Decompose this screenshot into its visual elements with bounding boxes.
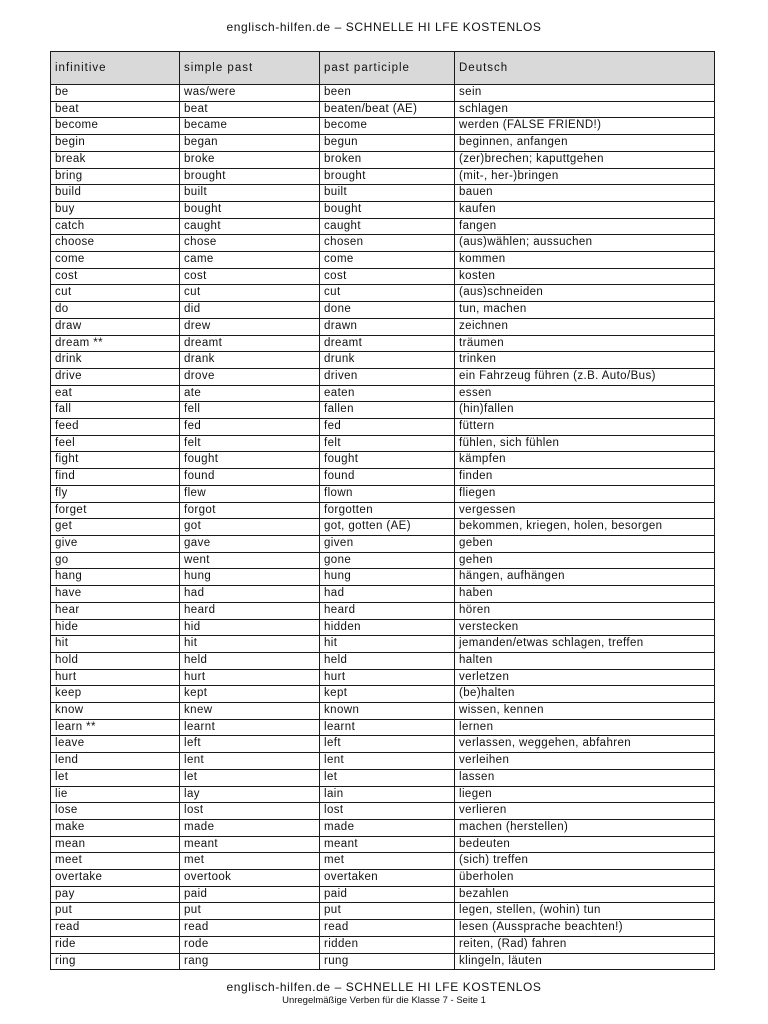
cell-infinitive: lose [51, 803, 180, 820]
cell-past-participle: lent [320, 753, 455, 770]
cell-infinitive: forget [51, 502, 180, 519]
cell-past-participle: lost [320, 803, 455, 820]
cell-infinitive: fall [51, 402, 180, 419]
cell-simple-past: hung [180, 569, 320, 586]
table-row [51, 201, 715, 218]
cell-past-participle: felt [320, 435, 455, 452]
cell-simple-past: rang [180, 953, 320, 970]
cell-deutsch: bauen [455, 185, 715, 202]
cell-deutsch: kosten [455, 268, 715, 285]
cell-infinitive: hang [51, 569, 180, 586]
cell-infinitive: bring [51, 168, 180, 185]
cell-simple-past: caught [180, 218, 320, 235]
table-row [51, 235, 715, 252]
table-row [51, 569, 715, 586]
cell-deutsch: fangen [455, 218, 715, 235]
table-row [51, 452, 715, 469]
cell-past-participle: become [320, 118, 455, 135]
cell-past-participle: built [320, 185, 455, 202]
cell-simple-past: began [180, 135, 320, 152]
table-row [51, 586, 715, 603]
cell-simple-past: bought [180, 201, 320, 218]
cell-infinitive: hide [51, 619, 180, 636]
cell-simple-past: hid [180, 619, 320, 636]
cell-past-participle: caught [320, 218, 455, 235]
table-row [51, 686, 715, 703]
cell-simple-past: had [180, 586, 320, 603]
cell-simple-past: hurt [180, 669, 320, 686]
cell-deutsch: beginnen, anfangen [455, 135, 715, 152]
cell-deutsch: fliegen [455, 485, 715, 502]
cell-deutsch: verleihen [455, 753, 715, 770]
cell-infinitive: beat [51, 101, 180, 118]
cell-infinitive: drive [51, 368, 180, 385]
cell-simple-past: hit [180, 636, 320, 653]
cell-simple-past: made [180, 819, 320, 836]
table-row [51, 352, 715, 369]
table-row [51, 870, 715, 887]
table-row [51, 302, 715, 319]
table-row [51, 335, 715, 352]
column-header-simple-past: simple past [180, 52, 320, 85]
cell-infinitive: go [51, 552, 180, 569]
column-header-infinitive: infinitive [51, 52, 180, 85]
cell-deutsch: (hin)fallen [455, 402, 715, 419]
cell-infinitive: hit [51, 636, 180, 653]
column-header-deutsch: Deutsch [455, 52, 715, 85]
cell-infinitive: become [51, 118, 180, 135]
cell-deutsch: lassen [455, 769, 715, 786]
cell-deutsch: (sich) treffen [455, 853, 715, 870]
cell-past-participle: drawn [320, 318, 455, 335]
cell-simple-past: cut [180, 285, 320, 302]
cell-deutsch: liegen [455, 786, 715, 803]
cell-past-participle: made [320, 819, 455, 836]
table-row [51, 836, 715, 853]
cell-past-participle: done [320, 302, 455, 319]
cell-deutsch: sein [455, 85, 715, 102]
cell-infinitive: fly [51, 485, 180, 502]
cell-simple-past: lay [180, 786, 320, 803]
cell-deutsch: (aus)wählen; aussuchen [455, 235, 715, 252]
table-row [51, 252, 715, 269]
table-row [51, 101, 715, 118]
cell-infinitive: break [51, 151, 180, 168]
cell-past-participle: hidden [320, 619, 455, 636]
cell-infinitive: lend [51, 753, 180, 770]
cell-past-participle: left [320, 736, 455, 753]
cell-simple-past: drew [180, 318, 320, 335]
cell-past-participle: come [320, 252, 455, 269]
cell-deutsch: kämpfen [455, 452, 715, 469]
table-row [51, 318, 715, 335]
cell-infinitive: hold [51, 652, 180, 669]
cell-simple-past: lent [180, 753, 320, 770]
cell-simple-past: kept [180, 686, 320, 703]
table-row [51, 803, 715, 820]
cell-past-participle: begun [320, 135, 455, 152]
table-row [51, 469, 715, 486]
cell-past-participle: learnt [320, 719, 455, 736]
cell-infinitive: let [51, 769, 180, 786]
cell-deutsch: (be)halten [455, 686, 715, 703]
cell-past-participle: been [320, 85, 455, 102]
table-row [51, 920, 715, 937]
table-row [51, 485, 715, 502]
cell-infinitive: dream ** [51, 335, 180, 352]
cell-deutsch: legen, stellen, (wohin) tun [455, 903, 715, 920]
table-row [51, 753, 715, 770]
cell-infinitive: leave [51, 736, 180, 753]
cell-simple-past: left [180, 736, 320, 753]
cell-past-participle: fallen [320, 402, 455, 419]
table-row [51, 552, 715, 569]
cell-infinitive: give [51, 535, 180, 552]
cell-simple-past: fell [180, 402, 320, 419]
cell-past-participle: heard [320, 602, 455, 619]
cell-deutsch: essen [455, 385, 715, 402]
cell-past-participle: paid [320, 886, 455, 903]
cell-infinitive: pay [51, 886, 180, 903]
cell-deutsch: jemanden/etwas schlagen, treffen [455, 636, 715, 653]
cell-past-participle: let [320, 769, 455, 786]
cell-simple-past: built [180, 185, 320, 202]
cell-infinitive: lie [51, 786, 180, 803]
table-row [51, 368, 715, 385]
table-row [51, 652, 715, 669]
cell-past-participle: known [320, 703, 455, 720]
cell-simple-past: met [180, 853, 320, 870]
cell-past-participle: flown [320, 485, 455, 502]
cell-past-participle: lain [320, 786, 455, 803]
cell-past-participle: fought [320, 452, 455, 469]
cell-deutsch: verlassen, weggehen, abfahren [455, 736, 715, 753]
table-row [51, 769, 715, 786]
table-row [51, 502, 715, 519]
cell-infinitive: be [51, 85, 180, 102]
cell-infinitive: find [51, 469, 180, 486]
table-row [51, 435, 715, 452]
cell-deutsch: reiten, (Rad) fahren [455, 936, 715, 953]
cell-infinitive: read [51, 920, 180, 937]
table-row [51, 151, 715, 168]
irregular-verbs-table [50, 51, 715, 970]
cell-past-participle: held [320, 652, 455, 669]
cell-simple-past: found [180, 469, 320, 486]
cell-past-participle: rung [320, 953, 455, 970]
cell-past-participle: hung [320, 569, 455, 586]
table-row [51, 953, 715, 970]
cell-past-participle: put [320, 903, 455, 920]
table-row [51, 268, 715, 285]
cell-infinitive: feed [51, 419, 180, 436]
cell-infinitive: keep [51, 686, 180, 703]
cell-past-participle: read [320, 920, 455, 937]
cell-past-participle: overtaken [320, 870, 455, 887]
cell-past-participle: given [320, 535, 455, 552]
cell-past-participle: forgotten [320, 502, 455, 519]
table-row [51, 535, 715, 552]
cell-infinitive: get [51, 519, 180, 536]
cell-simple-past: knew [180, 703, 320, 720]
cell-infinitive: drink [51, 352, 180, 369]
cell-infinitive: ring [51, 953, 180, 970]
cell-infinitive: fight [51, 452, 180, 469]
cell-infinitive: catch [51, 218, 180, 235]
cell-deutsch: (zer)brechen; kaputtgehen [455, 151, 715, 168]
cell-past-participle: beaten/beat (AE) [320, 101, 455, 118]
table-row [51, 218, 715, 235]
cell-past-participle: fed [320, 419, 455, 436]
cell-infinitive: cost [51, 268, 180, 285]
cell-simple-past: held [180, 652, 320, 669]
cell-deutsch: trinken [455, 352, 715, 369]
cell-deutsch: zeichnen [455, 318, 715, 335]
cell-deutsch: werden (FALSE FRIEND!) [455, 118, 715, 135]
cell-infinitive: put [51, 903, 180, 920]
cell-deutsch: tun, machen [455, 302, 715, 319]
cell-simple-past: brought [180, 168, 320, 185]
cell-simple-past: drank [180, 352, 320, 369]
cell-simple-past: fed [180, 419, 320, 436]
cell-simple-past: became [180, 118, 320, 135]
cell-past-participle: driven [320, 368, 455, 385]
table-row [51, 636, 715, 653]
cell-past-participle: had [320, 586, 455, 603]
cell-simple-past: meant [180, 836, 320, 853]
cell-deutsch: halten [455, 652, 715, 669]
table-header-row [51, 52, 715, 85]
table-row [51, 402, 715, 419]
cell-simple-past: chose [180, 235, 320, 252]
cell-simple-past: let [180, 769, 320, 786]
cell-past-participle: found [320, 469, 455, 486]
cell-infinitive: do [51, 302, 180, 319]
cell-deutsch: fühlen, sich fühlen [455, 435, 715, 452]
cell-deutsch: bekommen, kriegen, holen, besorgen [455, 519, 715, 536]
cell-simple-past: got [180, 519, 320, 536]
table-row [51, 118, 715, 135]
cell-simple-past: did [180, 302, 320, 319]
cell-simple-past: was/were [180, 85, 320, 102]
table-row [51, 85, 715, 102]
cell-simple-past: flew [180, 485, 320, 502]
cell-past-participle: cost [320, 268, 455, 285]
cell-past-participle: bought [320, 201, 455, 218]
cell-deutsch: geben [455, 535, 715, 552]
cell-infinitive: know [51, 703, 180, 720]
cell-infinitive: begin [51, 135, 180, 152]
cell-deutsch: träumen [455, 335, 715, 352]
cell-simple-past: rode [180, 936, 320, 953]
cell-simple-past: broke [180, 151, 320, 168]
cell-deutsch: schlagen [455, 101, 715, 118]
cell-infinitive: hurt [51, 669, 180, 686]
cell-simple-past: heard [180, 602, 320, 619]
page-footer: englisch-hilfen.de – SCHNELLE HI LFE KOSTENLOS [226, 980, 542, 994]
cell-deutsch: lernen [455, 719, 715, 736]
cell-simple-past: drove [180, 368, 320, 385]
cell-simple-past: learnt [180, 719, 320, 736]
cell-past-participle: eaten [320, 385, 455, 402]
cell-deutsch: machen (herstellen) [455, 819, 715, 836]
table-row [51, 135, 715, 152]
table-row [51, 385, 715, 402]
cell-past-participle: hit [320, 636, 455, 653]
cell-infinitive: have [51, 586, 180, 603]
cell-simple-past: put [180, 903, 320, 920]
cell-simple-past: ate [180, 385, 320, 402]
cell-infinitive: ride [51, 936, 180, 953]
table-row [51, 285, 715, 302]
cell-infinitive: meet [51, 853, 180, 870]
cell-simple-past: forgot [180, 502, 320, 519]
cell-deutsch: gehen [455, 552, 715, 569]
cell-deutsch: bedeuten [455, 836, 715, 853]
cell-deutsch: füttern [455, 419, 715, 436]
cell-past-participle: dreamt [320, 335, 455, 352]
cell-deutsch: kaufen [455, 201, 715, 218]
table-row [51, 786, 715, 803]
cell-deutsch: bezahlen [455, 886, 715, 903]
cell-past-participle: gone [320, 552, 455, 569]
cell-simple-past: went [180, 552, 320, 569]
cell-deutsch: lesen (Aussprache beachten!) [455, 920, 715, 937]
table-row [51, 886, 715, 903]
table-row [51, 703, 715, 720]
cell-deutsch: finden [455, 469, 715, 486]
cell-infinitive: overtake [51, 870, 180, 887]
cell-deutsch: (mit-, her-)bringen [455, 168, 715, 185]
cell-deutsch: klingeln, läuten [455, 953, 715, 970]
cell-past-participle: hurt [320, 669, 455, 686]
cell-past-participle: drunk [320, 352, 455, 369]
cell-simple-past: came [180, 252, 320, 269]
page-footer-caption: Unregelmäßige Verben für die Klasse 7 - Seite 1 [282, 995, 486, 1006]
cell-infinitive: buy [51, 201, 180, 218]
cell-past-participle: broken [320, 151, 455, 168]
column-header-past-participle: past participle [320, 52, 455, 85]
cell-deutsch: verlieren [455, 803, 715, 820]
table-row [51, 419, 715, 436]
cell-past-participle: meant [320, 836, 455, 853]
cell-simple-past: beat [180, 101, 320, 118]
cell-infinitive: learn ** [51, 719, 180, 736]
cell-deutsch: überholen [455, 870, 715, 887]
cell-deutsch: kommen [455, 252, 715, 269]
cell-deutsch: haben [455, 586, 715, 603]
cell-infinitive: build [51, 185, 180, 202]
table-row [51, 185, 715, 202]
table-body [51, 85, 715, 970]
cell-deutsch: (aus)schneiden [455, 285, 715, 302]
cell-past-participle: got, gotten (AE) [320, 519, 455, 536]
cell-infinitive: choose [51, 235, 180, 252]
cell-deutsch: wissen, kennen [455, 703, 715, 720]
cell-simple-past: gave [180, 535, 320, 552]
cell-simple-past: dreamt [180, 335, 320, 352]
cell-simple-past: cost [180, 268, 320, 285]
table-row [51, 669, 715, 686]
cell-past-participle: chosen [320, 235, 455, 252]
cell-past-participle: cut [320, 285, 455, 302]
cell-deutsch: verletzen [455, 669, 715, 686]
cell-past-participle: ridden [320, 936, 455, 953]
table-row [51, 853, 715, 870]
table-row [51, 719, 715, 736]
cell-simple-past: overtook [180, 870, 320, 887]
table-row [51, 819, 715, 836]
cell-infinitive: hear [51, 602, 180, 619]
cell-past-participle: kept [320, 686, 455, 703]
cell-infinitive: come [51, 252, 180, 269]
table-row [51, 619, 715, 636]
table-row [51, 168, 715, 185]
table-row [51, 903, 715, 920]
cell-deutsch: ein Fahrzeug führen (z.B. Auto/Bus) [455, 368, 715, 385]
cell-deutsch: verstecken [455, 619, 715, 636]
cell-simple-past: read [180, 920, 320, 937]
cell-infinitive: mean [51, 836, 180, 853]
table-row [51, 936, 715, 953]
page-header: englisch-hilfen.de – SCHNELLE HI LFE KOSTENLOS [226, 20, 542, 34]
table-row [51, 736, 715, 753]
cell-simple-past: fought [180, 452, 320, 469]
cell-infinitive: cut [51, 285, 180, 302]
cell-past-participle: brought [320, 168, 455, 185]
cell-deutsch: hängen, aufhängen [455, 569, 715, 586]
cell-infinitive: draw [51, 318, 180, 335]
cell-simple-past: felt [180, 435, 320, 452]
cell-deutsch: vergessen [455, 502, 715, 519]
cell-simple-past: paid [180, 886, 320, 903]
table-row [51, 519, 715, 536]
cell-simple-past: lost [180, 803, 320, 820]
cell-deutsch: hören [455, 602, 715, 619]
cell-infinitive: eat [51, 385, 180, 402]
table-row [51, 602, 715, 619]
cell-infinitive: make [51, 819, 180, 836]
cell-infinitive: feel [51, 435, 180, 452]
cell-past-participle: met [320, 853, 455, 870]
